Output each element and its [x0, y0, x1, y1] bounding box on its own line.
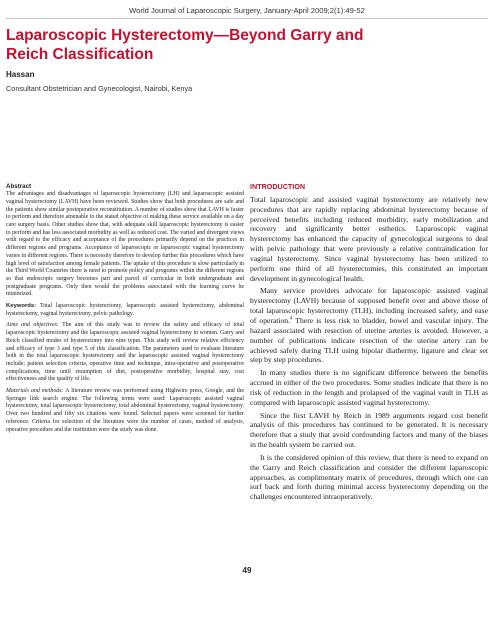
aims-label: Aims and objectives:: [6, 322, 59, 329]
abstract-column: [6, 183, 244, 438]
methods-label: Materials and methods:: [6, 388, 64, 395]
article-title: Laparoscopic Hysterectomy—Beyond Garry and Reich Classification: [6, 27, 364, 63]
citation-superscript: 4: [289, 316, 293, 322]
intro-paragraph-2-start: Many service providers advocate for laparoscopic assisted vaginal hysterectomy (LAVH) because of supposed benefit over and above those of total laparoscopic hysterectomy (TLH), including increased safety, and ease of operation.: [250, 286, 488, 325]
page-number: 49: [242, 566, 252, 575]
aims-paragraph: [6, 322, 244, 384]
author-name: Hassan: [6, 70, 35, 79]
keywords-text: Total laparoscopic hysterectomy, laparoscopic assisted hysterectomy, abdominal hysterectomy, vaginal hysterectomy, pelvic pathology.: [6, 303, 244, 317]
keywords-label: Keywords:: [6, 303, 37, 310]
intro-paragraph-3: In many studies there is no significant difference between the benefits accrued in either of the two procedures. Some studies indicate that there is no risk of reduction in the length and prolapsed of the vaginal vault in TLH as compared with laparoscopic assisted vaginal hysterectomy.: [250, 368, 488, 407]
intro-paragraph-5: It is the considered opinion of this review, that there is need to expand on the Garry and Reich classification and consider the different laparoscopic approaches, as complimentary matrix of procedures, through which one can surf back and forth during minimal access hysterectomy depending on the challenges encountered intraoperatively.: [250, 452, 488, 502]
abstract-body: The advantages and disadvantages of laparoscopic hysterectomy (LH) and laparoscopic assisted vaginal hysterectomy (LAVH) have been reviewed. Studies show that both procedures are safe and the patients show similar postoperative reconstitution. A number of studies show that LAVH is faster to perform and therefore amenable to the stated objective of making these service available on a day care surgery basis. Other studies show that, with adequate skill laparoscopic hysterectomy is easier to perform and has less associated morbidity as well as reduced cost. The varied and divergent views with regard to the efficacy and acceptance of the procedures primarily depend on the practices in different regions and programs. Acceptance of laparoscopic or laparoscopic vaginal hysterectomy varies in different regions. There is necessity therefore to develop further this procedures which have high level of satisfaction among female patients. The uptake of this procedure is slow particularly in the Third World Countries there is need to promote policy and programs within the different regions so that endoscopic surgery becomes part and parcel of curricular in both undergraduate and postgraduate programs. Only then would the problems associated with the learning curve be minimized.: [6, 191, 244, 298]
abstract-heading: Abstract: [6, 183, 32, 190]
aims-text: The aim of this study was to review the safety and efficacy of total laparoscopic hysterectomy and the laparoscopic assisted vaginal hysterectomy in women. Garry and Reich classified modes of hysterectomy into nine types. This study will review relative efficiency and efficacy of type 3 and type 5 of this classification. The parameters used to evaluate literature both in the total laparoscopic hysterectomy and the laparoscopic assisted vaginal hysterectomy include; patient selection criteria, operative time and technique, intra-operative and postoperative complications, time until resumption of diet, postoperative morbidity, hospital stay, cost effectiveness and the quality of life.: [6, 322, 245, 383]
introduction-column: [250, 182, 488, 505]
intro-paragraph-2: [250, 286, 488, 365]
methods-text: A literature review was performed using Highwire press, Google, and the Springer link search engine. The following terms were used: Laparoscopic assisted vaginal hysterectomy, total laparoscopic hysterectomy, total abdominal hysterectomy, vaginal hysterectomy. Over two hundred and fifty six citations were found. Selected papers were screened for further reference. Criteria for selection of the literature were the number of cases, method of analysis, operative procedure and the institution were the study was done.: [6, 388, 244, 433]
header-divider: [6, 18, 488, 19]
intro-paragraph-1: Total laparoscopic and assisted vaginal hysterectomy are relatively new procedures that are rapidly replacing abdominal hysterectomy because of perceived benefits including reduced morbidity, early mobilization and recovery and significantly better esthetics. Laparoscopic vaginal hysterectomy has enhanced the capacity of gynecological surgeons to deal with pelvic pathology that were previously a relative contraindication for vaginal hysterectomy. Since vaginal hysterectomy has been utilized to perform one third of all hysterectomies, this constituted an important development in gynecological health.: [250, 194, 488, 283]
intro-paragraph-4: Since the first LAVH by Reich in 1989 arguments regard cost benefit analysis of this procedures has continued to be generated. It is necessary therefore that a study that avoid confounding factors and many of the biases in the health system be carried out.: [250, 410, 488, 450]
introduction-heading: INTRODUCTION: [250, 182, 306, 191]
methods-paragraph: [6, 388, 244, 434]
keywords-paragraph: [6, 303, 244, 318]
intro-paragraph-2-end: There is less risk to bladder, bowel and vascular injury. The hazard associated with resection of uterine arteries is avoided. However, a number of publications indicate resection of the uterine artery can be achieved safely during TLH using bipolar diathermy, ligature and clear set step by step procedures.: [250, 315, 488, 365]
author-affiliation: Consultant Obstetrician and Gynecologist, Nairobi, Kenya: [6, 84, 193, 93]
journal-citation: World Journal of Laparoscopic Surgery, January-April 2009;2(1):49-52: [129, 6, 365, 15]
